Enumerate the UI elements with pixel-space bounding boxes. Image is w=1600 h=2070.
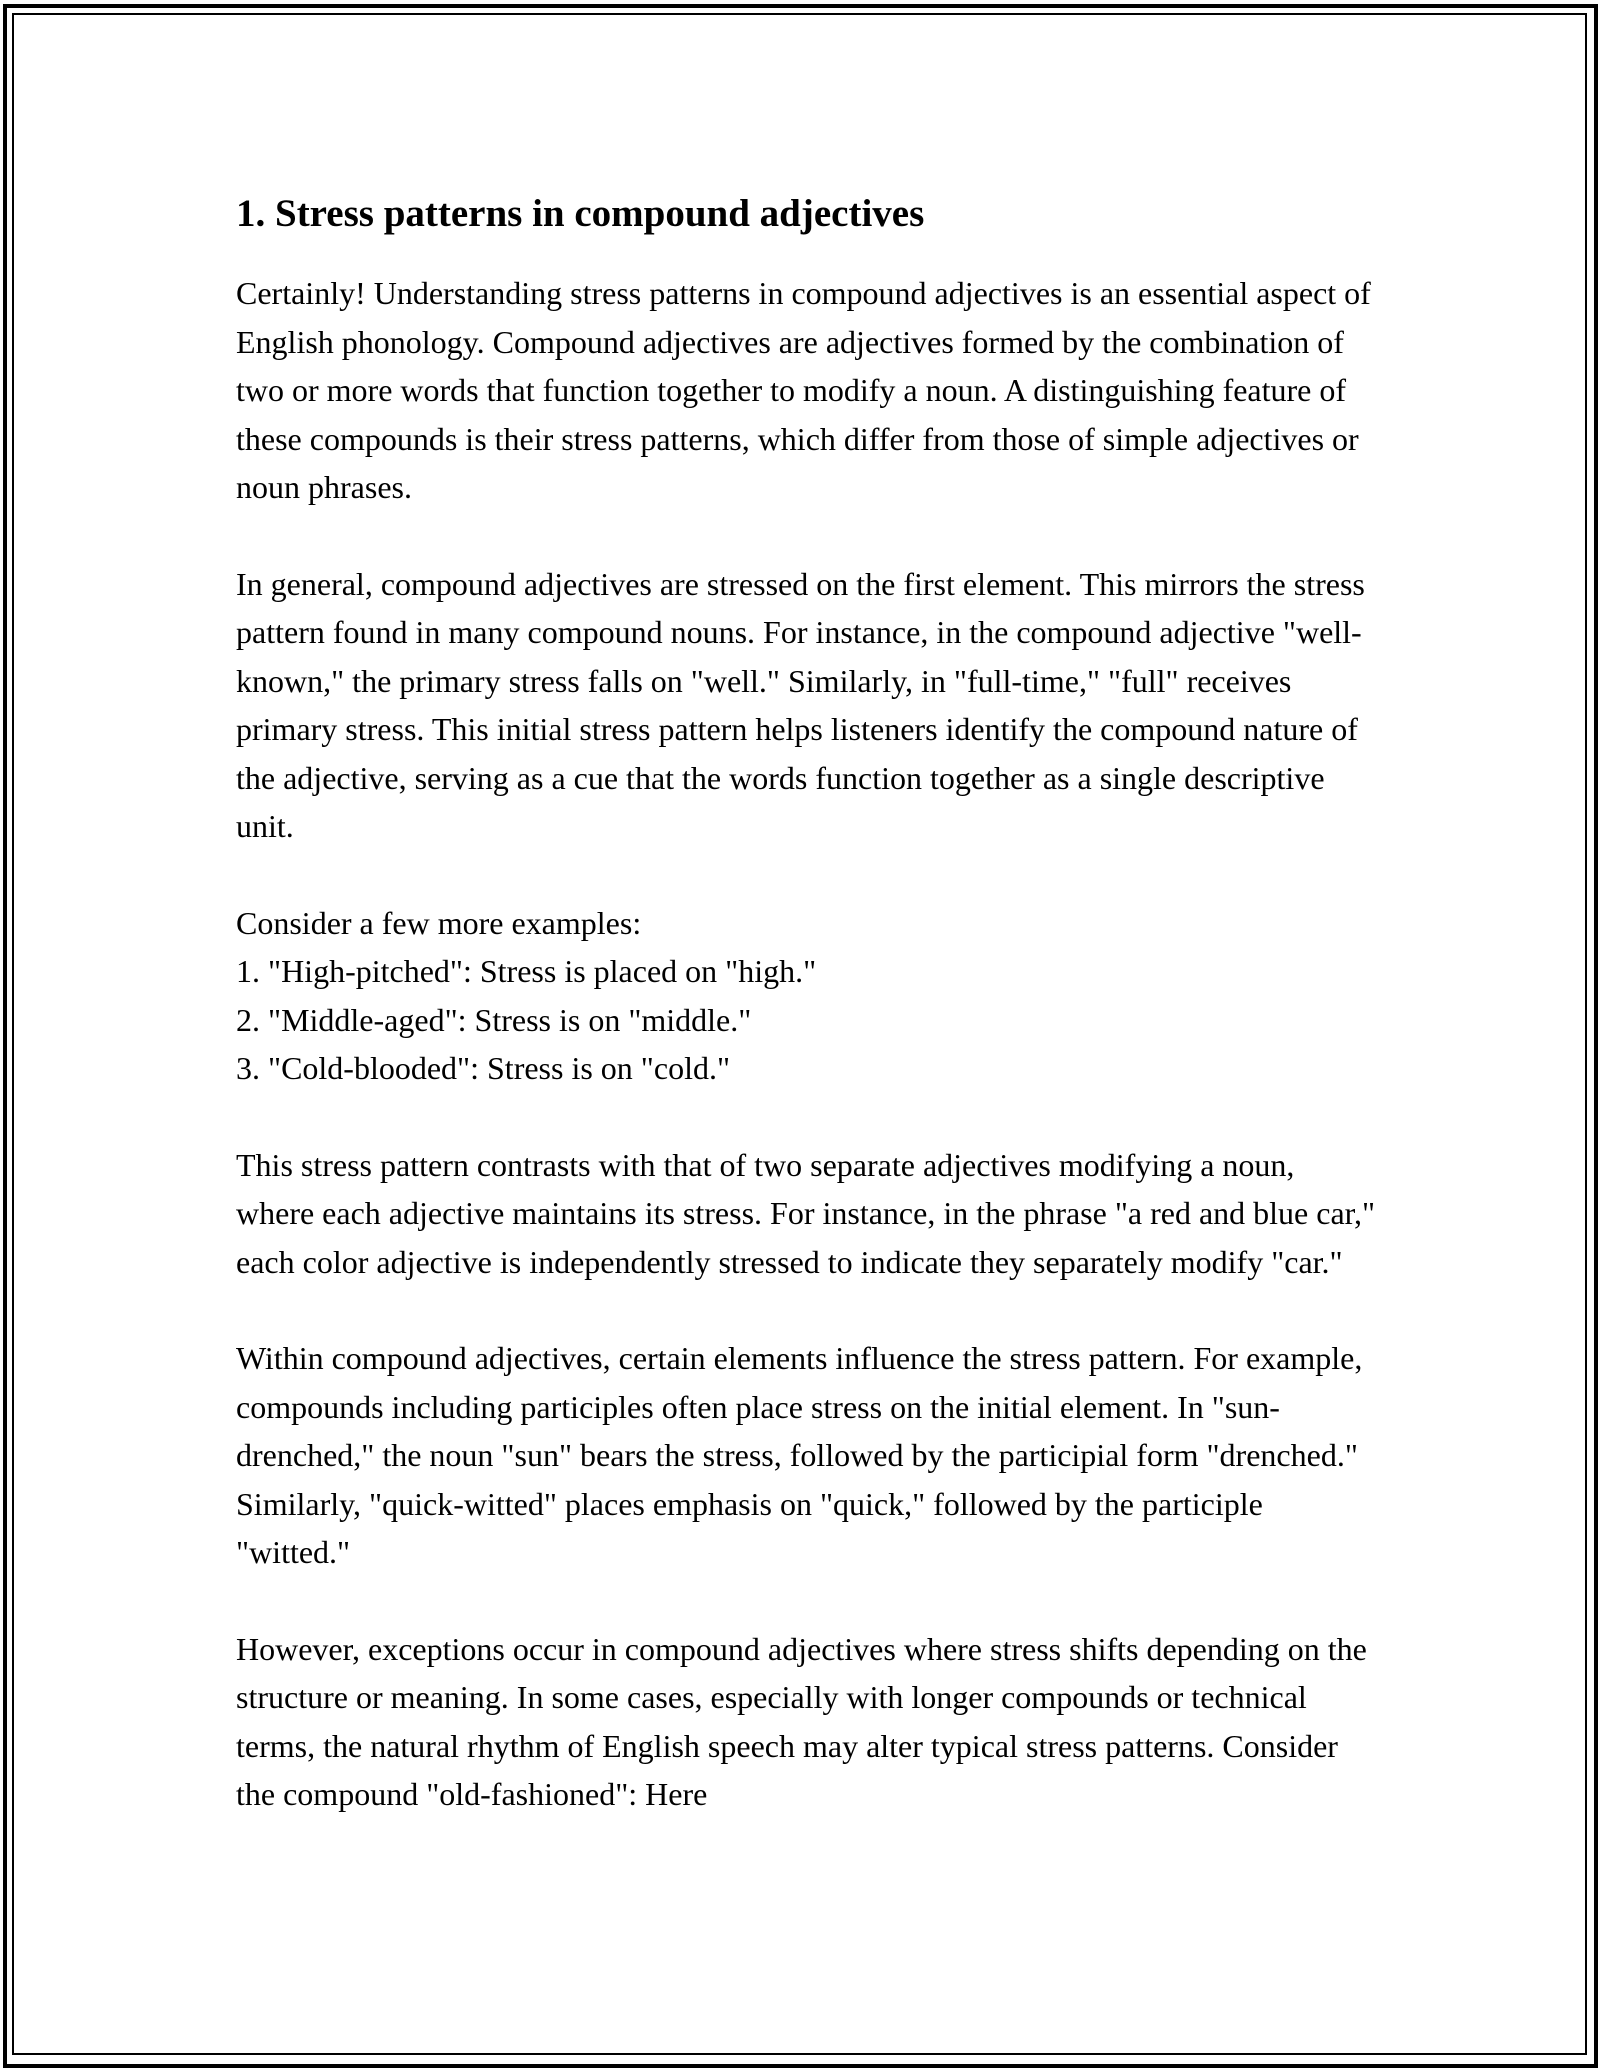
example-item: 3. "Cold-blooded": Stress is on "cold." [236,1050,731,1086]
examples-intro: Consider a few more examples: [236,904,642,941]
examples-block [236,899,1376,1093]
paragraph-participles: Within compound adjectives, certain elements influence the stress pattern. For example, compounds including participles often place stress on the initial element. In "sun-drenched," the noun "sun" bears the stress, followed by the participial form "drenched." Similarly, "quick-witted" places emphasis on "quick," followed by the participle "witted." [236,1340,1363,1570]
paragraph-contrast: This stress pattern contrasts with that of two separate adjectives modifying a noun, where each adjective maintains its stress. For instance, in the phrase "a red and blue car," each color adjective is independently stressed to indicate they separately modify "car." [236,1146,1376,1280]
paragraph-first-element-stress: In general, compound adjectives are stressed on the first element. This mirrors the stress pattern found in many compound nouns. For instance, in the compound adjective "well-known," the primary stress falls on "well." Similarly, in "full-time," "full" receives primary stress. This initial stress pattern helps listeners identify the compound nature of the adjective, serving as a cue that the words function together as a single descriptive unit. [236,565,1365,844]
paragraph-exceptions: However, exceptions occur in compound adjectives where stress shifts depending on the structure or meaning. In some cases, especially with longer compounds or technical terms, the natural rhythm of English speech may alter typical stress patterns. Consider the compound "old-fashioned": Here [236,1630,1367,1812]
paragraph-intro: Certainly! Understanding stress patterns in compound adjectives is an essential aspect of English phonology. Compound adjectives are adjectives formed by the combination of two or more words that function together to modify a noun. A distinguishing feature of these compounds is their stress patterns, which differ from those of simple adjectives or noun phrases. [236,275,1371,505]
section-heading: 1. Stress patterns in compound adjectives [236,192,925,235]
document-body [236,185,1376,1867]
example-item: 1. "High-pitched": Stress is placed on "high." [236,953,817,989]
example-item: 2. "Middle-aged": Stress is on "middle." [236,1001,752,1038]
